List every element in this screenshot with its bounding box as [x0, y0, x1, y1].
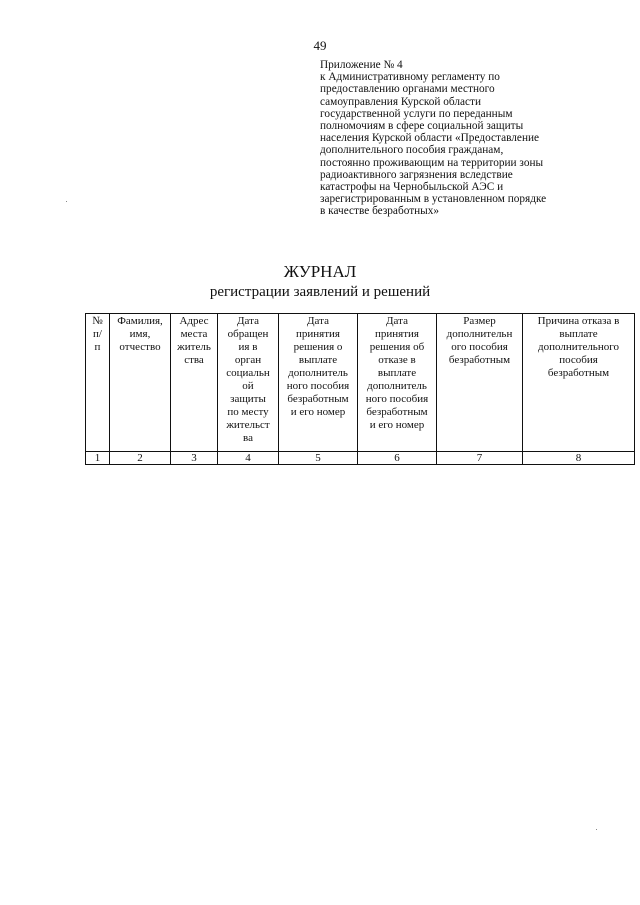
header-line: Размер: [463, 315, 496, 327]
header-line: Фамилия,: [117, 315, 163, 327]
header-cell-address: [171, 314, 218, 452]
header-line: Причина отказа в: [537, 315, 620, 327]
header-cell-payment-decision: [279, 314, 358, 452]
header-line: и его номер: [290, 406, 346, 418]
column-number: 7: [437, 452, 523, 465]
appendix-line: в качестве безработных»: [320, 205, 440, 218]
column-number: 3: [171, 452, 218, 465]
appendix-line: самоуправления Курской области: [320, 95, 482, 108]
header-line: принятия: [296, 328, 340, 340]
header-line: дополнительного: [538, 341, 619, 353]
header-line: Дата: [237, 315, 259, 327]
header-line: дополнитель: [288, 367, 348, 379]
header-cell-full-name: [110, 314, 171, 452]
header-line: безработным: [547, 367, 610, 379]
appendix-line: полномочиям в сфере социальной защиты: [320, 120, 524, 133]
header-line: ой: [242, 380, 254, 392]
header-line: защиты: [230, 393, 266, 405]
header-line: №: [92, 315, 103, 327]
header-line: решения о: [293, 341, 343, 353]
header-line: выплате: [377, 367, 417, 379]
header-line: жительст: [226, 419, 270, 431]
header-line: ва: [243, 432, 253, 444]
header-line: места: [180, 328, 208, 340]
header-cell-refusal-decision: [358, 314, 437, 452]
appendix-line: катастрофы на Чернобыльской АЭС и: [320, 181, 504, 194]
header-line: Дата: [386, 315, 408, 327]
header-line: принятия: [375, 328, 419, 340]
header-line: п/: [93, 328, 102, 340]
appendix-line: к Административному регламенту по: [320, 71, 500, 84]
appendix-line: населения Курской области «Предоставление: [320, 132, 540, 145]
header-line: выплате: [298, 354, 338, 366]
header-cell-number: [86, 314, 110, 452]
header-line: выплате: [559, 328, 598, 340]
scan-speck: [596, 829, 597, 830]
table-header-row: [86, 314, 635, 452]
header-line: Адрес: [179, 315, 209, 327]
header-line: ого пособия: [451, 341, 508, 353]
page-number: 49: [313, 38, 327, 53]
header-cell-benefit-amount: [437, 314, 523, 452]
header-line: и его номер: [369, 419, 425, 431]
header-line: обращен: [227, 328, 269, 340]
header-line: социальн: [226, 367, 270, 379]
header-line: дополнительн: [446, 328, 513, 340]
header-line: по месту: [227, 406, 269, 418]
header-line: житель: [177, 341, 211, 353]
column-number: 5: [279, 452, 358, 465]
appendix-line: радиоактивного загрязнения вследствие: [320, 168, 513, 181]
appendix-line: постоянно проживающим на территории зоны: [320, 156, 544, 169]
header-line: ия в: [238, 341, 258, 353]
column-number: 4: [218, 452, 279, 465]
journal-subtitle: регистрации заявлений и решений: [209, 284, 431, 300]
header-line: решения об: [369, 341, 425, 353]
journal-title: ЖУРНАЛ: [283, 262, 357, 281]
column-number: 2: [110, 452, 171, 465]
header-line: ства: [184, 354, 204, 366]
header-line: ного пособия: [286, 380, 350, 392]
column-number: 8: [523, 452, 635, 465]
header-line: безработным: [366, 406, 428, 418]
appendix-line: Приложение № 4: [320, 59, 403, 71]
header-line: отчество: [119, 341, 161, 353]
column-number-row: [86, 452, 635, 465]
scan-speck: [66, 201, 67, 202]
header-line: орган: [234, 354, 262, 366]
header-line: имя,: [129, 328, 151, 340]
header-cell-refusal-reason: [523, 314, 635, 452]
header-line: пособия: [559, 354, 598, 366]
appendix-line: государственной услуги по переданным: [320, 107, 513, 120]
header-line: дополнитель: [367, 380, 427, 392]
appendix-line: дополнительного пособия гражданам,: [320, 144, 504, 157]
header-line: п: [94, 341, 101, 353]
header-line: отказе в: [378, 354, 416, 366]
header-line: ного пособия: [365, 393, 429, 405]
column-number: 6: [358, 452, 437, 465]
appendix-line: предоставлению органами местного: [320, 83, 495, 96]
header-cell-application-date: [218, 314, 279, 452]
journal-table: [85, 313, 635, 465]
header-line: безработным: [448, 354, 511, 366]
appendix-line: зарегистрированным в установленном порядке: [320, 193, 547, 206]
header-line: безработным: [287, 393, 349, 405]
column-number: 1: [86, 452, 110, 465]
appendix-note: [320, 59, 620, 218]
header-line: Дата: [307, 315, 329, 327]
